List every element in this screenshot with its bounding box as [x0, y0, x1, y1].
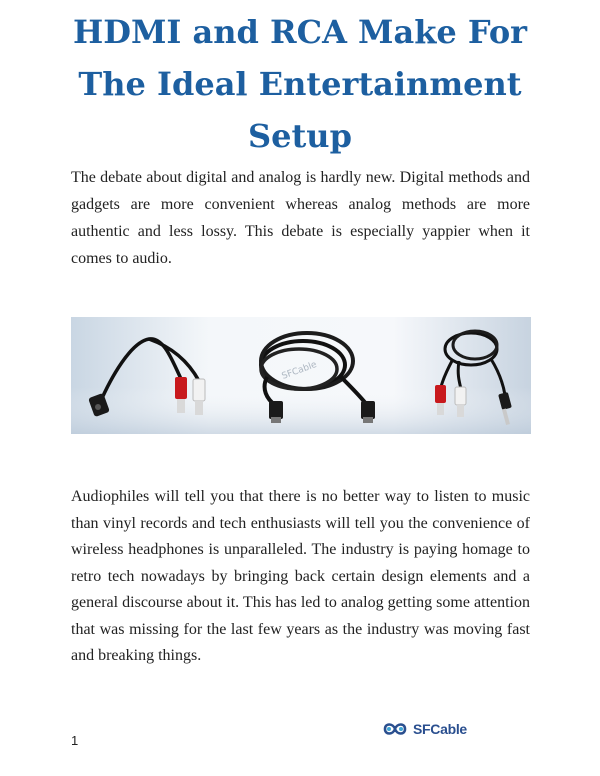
sfcable-logo-icon [380, 719, 410, 739]
intro-paragraph: The debate about digital and analog is hardly new. Digital methods and gadgets are more convenient whereas analog methods are more authentic and less lossy. This debate is especially yappier when it comes to audio. [71, 169, 530, 267]
page-title: HDMI and RCA Make For The Ideal Entertainment Setup [72, 13, 528, 155]
cables-product-image [71, 317, 531, 434]
image-watermark: SFCable [280, 359, 319, 382]
sfcable-logo [380, 716, 467, 742]
page-number: 1 [71, 733, 79, 748]
brand-name: SFCable [413, 721, 467, 737]
body-paragraph: Audiophiles will tell you that there is no better way to listen to music than vinyl records and tech enthusiasts will tell you the convenience of wireless headphones is unparalleled. The industry is paying homage to retro tech nowadays by bringing back certain design elements and a general discourse about it. This has led to analog getting some attention that was missing for the last few years as the industry was moving fast and breaking things. [71, 488, 530, 664]
